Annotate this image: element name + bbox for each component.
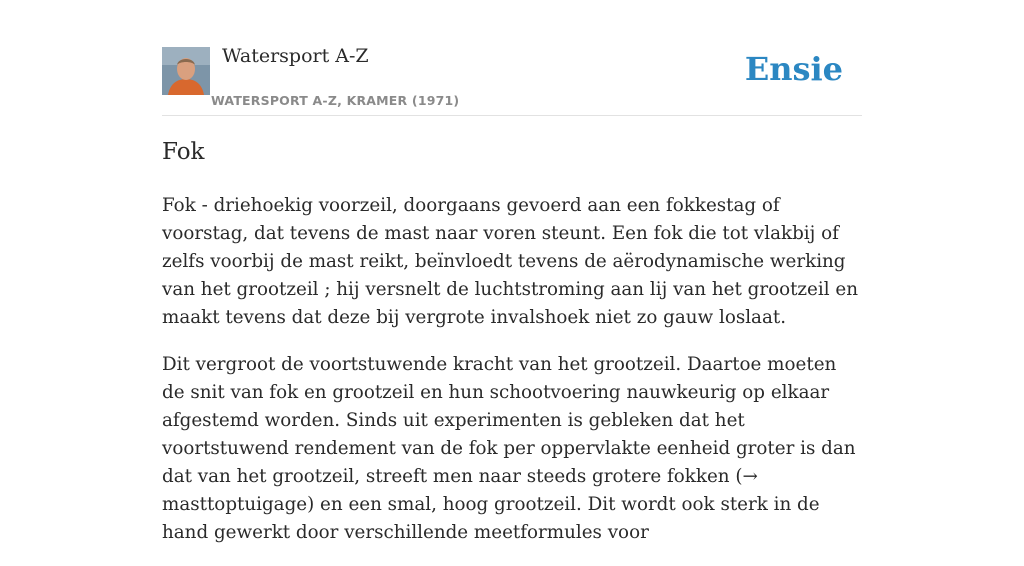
avatar[interactable]: [162, 47, 210, 95]
ensie-logo[interactable]: Ensie: [744, 50, 843, 88]
header: [162, 0, 862, 116]
entry-paragraph: Fok - driehoekig voorzeil, doorgaans gevoerd aan een fokkestag of voorstag, dat tevens de mast naar voren steunt. Een fok die tot vlakbij of zelfs voorbij de mast reikt, beïnvloedt tevens de aërodynamische werking van het grootzeil ; hij versnelt de luchtstroming aan lij van het grootzeil en maakt tevens dat deze bij vergrote invalshoek niet zo gauw loslaat.: [162, 195, 858, 328]
source-subtitle: WATERSPORT A-Z, KRAMER (1971): [211, 93, 460, 108]
entry-title: Fok: [162, 139, 205, 165]
avatar-image: [162, 47, 210, 95]
entry-paragraph: Dit vergroot de voortstuwende kracht van het grootzeil. Daartoe moeten de snit van fok en grootzeil en hun schootvoering nauwkeurig op elkaar afgestemd worden. Sinds uit experimenten is gebleken dat het voortstuwend rendement van de fok per oppervlakte eenheid groter is dan dat van het grootzeil, streeft men naar steeds grotere fokken (→ masttoptuigage) en een smal, hoog grootzeil. Dit wordt ook sterk in de hand gewerkt door verschillende meetformules voor: [162, 354, 856, 543]
source-title[interactable]: Watersport A-Z: [222, 45, 369, 67]
entry-body: [162, 192, 862, 566]
